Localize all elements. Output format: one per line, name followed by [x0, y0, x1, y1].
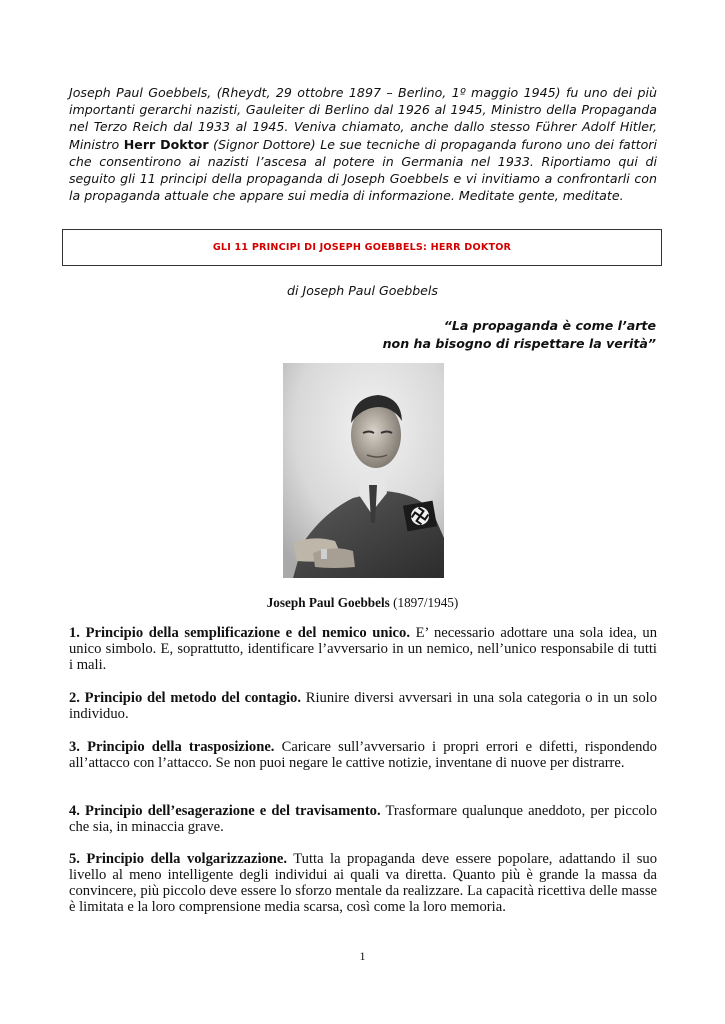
- title-box: [62, 229, 662, 266]
- intro-text-part2: (Signor Dottore) Le sue tecniche di propaganda furono uno dei fattori che consentirono ai nazisti l’ascesa al potere in Germania nel 1933. Riportiamo qui di seguito gli 11 principi della propaganda di Joseph Goebbels e vi invitiamo a confrontarli con la propaganda attuale che appare sui media di informazione. Meditate gente, meditate.: [69, 136, 657, 204]
- principle-2: [69, 691, 657, 723]
- photo-caption: [0, 595, 725, 611]
- byline: di Joseph Paul Goebbels: [286, 283, 438, 298]
- principle-2-heading: 2. Principio del metodo del contagio.: [69, 690, 302, 706]
- principle-5: [69, 852, 657, 916]
- principle-3: [69, 740, 657, 772]
- intro-paragraph: [69, 84, 657, 204]
- caption-name: Joseph Paul Goebbels: [266, 595, 390, 610]
- box-title: GLI 11 PRINCIPI DI JOSEPH GOEBBELS: HERR DOKTOR: [212, 242, 512, 253]
- principle-4: [69, 804, 657, 836]
- quote-line-1: “La propaganda è come l’arte: [443, 318, 656, 333]
- principle-3-text: Caricare sull’avversario i propri errori e difetti, rispondendo all’attacco con l’attacco. Se non puoi negare le cattive notizie, inventane di nuove per distrarre.: [69, 739, 657, 771]
- intro-text-part1: Joseph Paul Goebbels, (Rheydt, 29 ottobre 1897 – Berlino, 1º maggio 1945) fu uno dei più importanti gerarchi nazisti, Gauleiter di Berlino dal 1926 al 1945, Ministro della Propaganda nel Terzo Reich dal 1933 al 1945. Veniva chiamato, anche dallo stesso Führer Adolf Hitler, Ministro: [69, 85, 657, 152]
- principle-4-heading: 4. Principio dell’esagerazione e del travisamento.: [69, 803, 381, 819]
- intro-bold-title: Herr Doktor: [123, 136, 209, 152]
- principle-1: [69, 626, 657, 674]
- epigraph-quote: [383, 317, 656, 353]
- principle-5-text: Tutta la propaganda deve essere popolare, adattando il suo livello al meno intelligente degli individui ai quali va diretta. Quanto più è grande la massa da convincere, più piccolo deve essere lo sforzo mentale da realizzare. La capacità ricettiva delle masse è limitata e la loro comprensione media scarsa, così come la loro memoria.: [69, 851, 657, 915]
- principle-5-heading: 5. Principio della volgarizzazione.: [69, 851, 288, 867]
- caption-years: (1897/1945): [393, 595, 459, 610]
- principle-1-text: E’ necessario adottare una sola idea, un unico simbolo. E, soprattutto, identificare l’avversario in un nemico, nell’unico responsabile di tutti i mali.: [69, 625, 657, 673]
- principle-2-text: Riunire diversi avversari in una sola categoria o in un solo individuo.: [69, 690, 657, 722]
- quote-line-2: non ha bisogno di rispettare la verità”: [382, 336, 656, 351]
- principle-4-text: Trasformare qualunque aneddoto, per piccolo che sia, in minaccia grave.: [69, 803, 658, 835]
- page-number: 1: [359, 949, 366, 963]
- principle-1-heading: 1. Principio della semplificazione e del nemico unico.: [69, 625, 410, 641]
- principle-3-heading: 3. Principio della trasposizione.: [69, 739, 275, 755]
- portrait-photo: [283, 363, 444, 578]
